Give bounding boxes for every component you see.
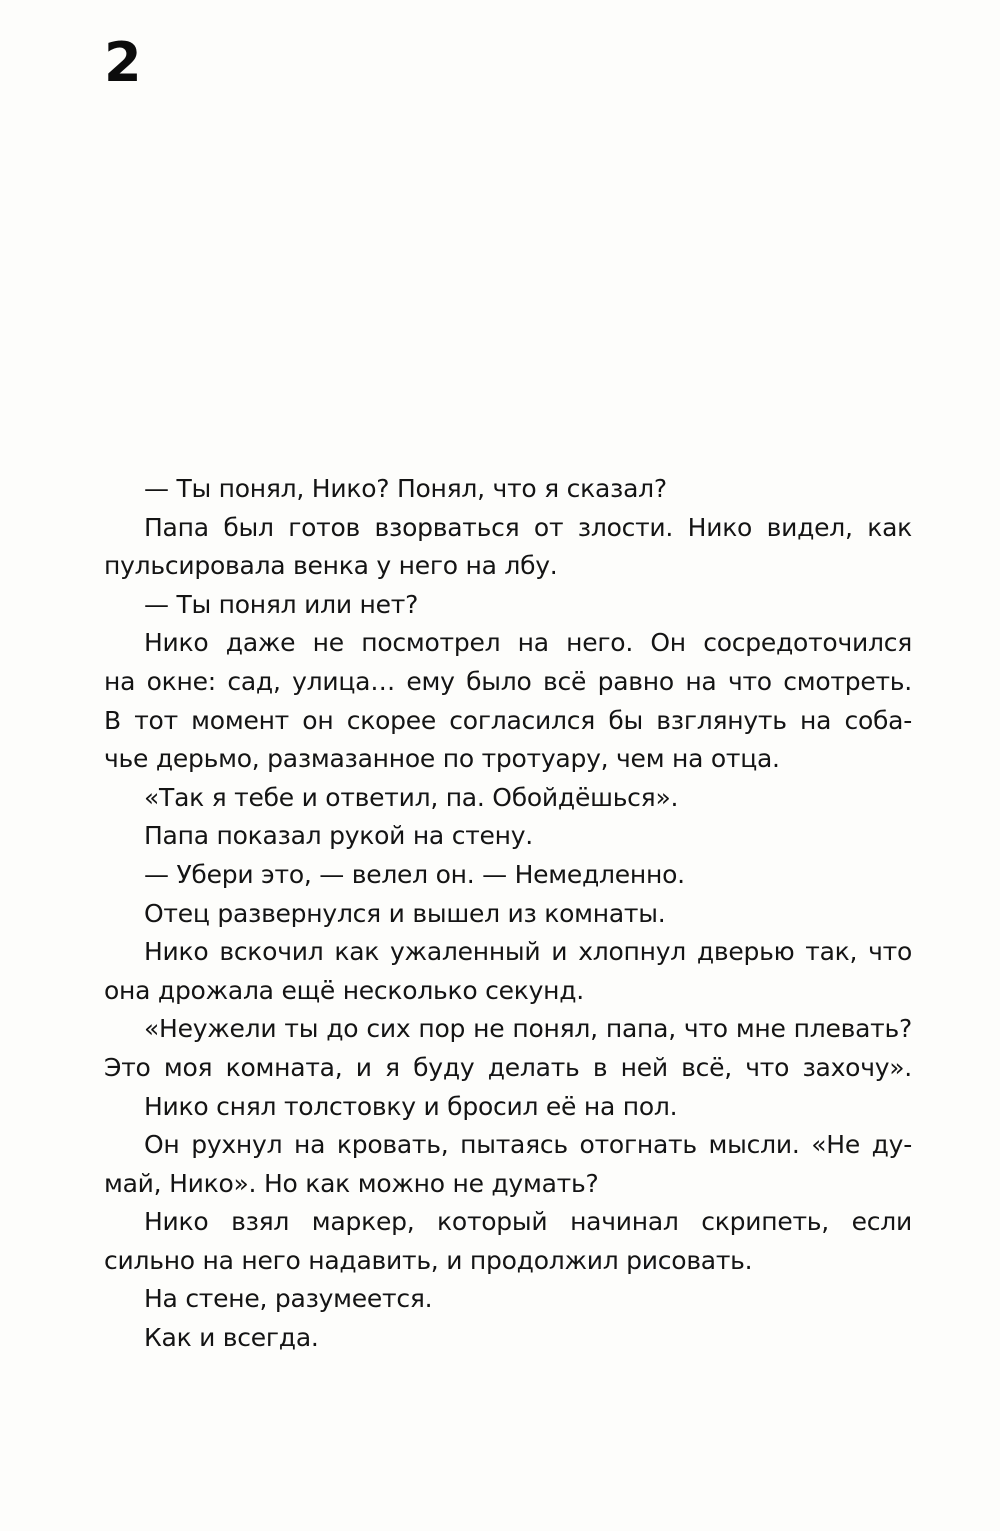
- text-line: Это моя комната, и я буду делать в ней всё, что захочу».: [104, 1052, 912, 1082]
- text-line: Нико снял толстовку и бросил её на пол.: [144, 1091, 678, 1121]
- text-line: Нико вскочил как ужаленный и хлопнул дверью так, что: [144, 937, 912, 967]
- text-line: «Неужели ты до сих пор не понял, папа, что мне плевать?: [144, 1014, 912, 1044]
- text-line: — Ты понял или нет?: [144, 589, 419, 619]
- text-line: май, Нико». Но как можно не думать?: [104, 1168, 599, 1198]
- text-line: сильно на него надавить, и продолжил рисовать.: [104, 1245, 753, 1275]
- text-line: на окне: сад, улица… ему было всё равно на что смотреть.: [104, 666, 912, 696]
- text-line: она дрожала ещё несколько секунд.: [104, 975, 584, 1005]
- text-line: пульсировала венка у него на лбу.: [104, 551, 558, 581]
- text-line: Папа показал рукой на стену.: [144, 821, 533, 851]
- text-line: чье дерьмо, размазанное по тротуару, чем на отца.: [104, 744, 780, 774]
- text-line: Нико даже не посмотрел на него. Он сосредоточился: [144, 628, 912, 658]
- text-line: «Так я тебе и ответил, па. Обойдёшься».: [144, 782, 679, 812]
- text-line: Он рухнул на кровать, пытаясь отогнать мысли. «Не ду-: [144, 1130, 912, 1160]
- text-line: Папа был готов взорваться от злости. Нико видел, как: [144, 512, 912, 542]
- body-text: [104, 470, 912, 1358]
- text-line: На стене, разумеется.: [144, 1284, 433, 1314]
- text-line: В тот момент он скорее согласился бы взглянуть на соба-: [104, 705, 912, 735]
- text-line: Нико взял маркер, который начинал скрипеть, если: [144, 1207, 912, 1237]
- text-line: Отец развернулся и вышел из комнаты.: [144, 898, 666, 928]
- text-line: Как и всегда.: [144, 1323, 319, 1353]
- text-line: — Ты понял, Нико? Понял, что я сказал?: [144, 474, 667, 503]
- chapter-number: 2: [104, 31, 142, 94]
- text-line: — Убери это, — велел он. — Немедленно.: [144, 859, 685, 889]
